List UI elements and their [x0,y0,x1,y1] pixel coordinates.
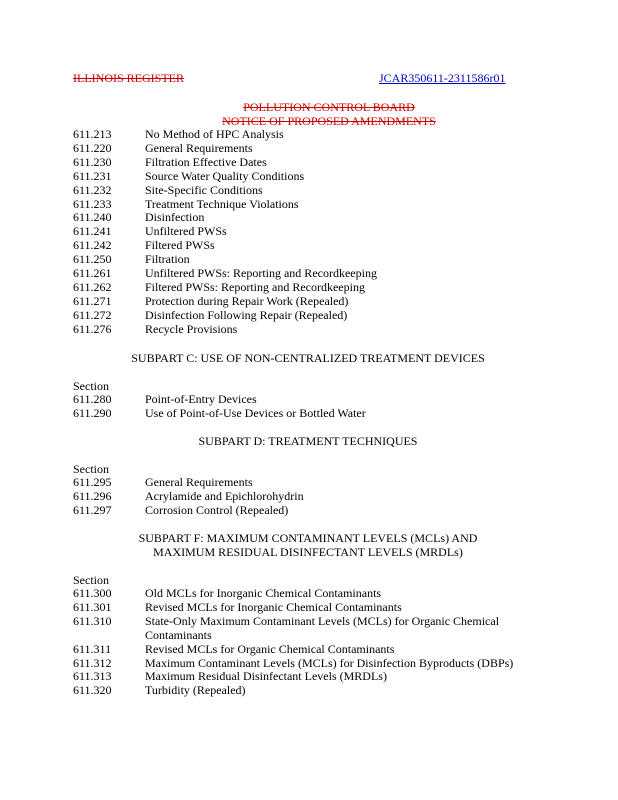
list-item [73,184,543,198]
section-title: Use of Point-of-Use Devices or Bottled Water [145,405,366,420]
section-title: Disinfection Following Repair (Repealed) [145,307,348,322]
section-title: Filtration Effective Dates [145,154,267,169]
list-item [73,309,543,323]
section-list-subpart-d [73,476,543,518]
register-code-link[interactable]: JCAR350611-2311586r01 [379,71,506,85]
section-title: Turbidity (Repealed) [145,683,246,698]
section-title: Revised MCLs for Organic Chemical Contaminants [145,641,395,656]
section-number: 611.250 [73,252,112,267]
section-number: 611.232 [73,182,112,197]
section-title: Source Water Quality Conditions [145,168,305,183]
section-title: State-Only Maximum Contaminant Levels (MCLs) for Organic Chemical Contaminants [145,613,500,642]
section-title: No Method of HPC Analysis [145,127,284,141]
section-number: 611.230 [73,154,112,169]
section-title: Maximum Residual Disinfectant Levels (MRDLs) [145,669,387,684]
subpart-c-heading: SUBPART C: USE OF NON-CENTRALIZED TREATMENT DEVICES [131,351,485,365]
section-number: 611.261 [73,266,112,281]
list-item [73,281,543,295]
section-title: Treatment Technique Violations [145,196,299,211]
list-item [73,211,543,225]
section-number: 611.262 [73,279,112,294]
list-item [73,490,543,504]
section-number: 611.290 [73,405,112,420]
subpart-f-heading-line1: SUBPART F: MAXIMUM CONTAMINANT LEVELS (MCLs) AND [138,531,478,545]
section-number: 611.272 [73,307,112,322]
list-item [73,198,543,212]
section-title: Old MCLs for Inorganic Chemical Contaminants [145,586,382,600]
section-number: 611.295 [73,475,112,489]
notice-title: NOTICE OF PROPOSED AMENDMENTS [222,114,436,128]
list-item [73,684,543,698]
list-item [73,407,543,421]
section-title: Protection during Repair Work (Repealed) [145,293,349,308]
list-item [73,239,543,253]
list-item [73,670,543,684]
list-item [73,476,543,490]
list-item [73,643,543,657]
section-number: 611.296 [73,488,112,503]
section-number: 611.241 [73,224,112,239]
list-item [73,128,543,142]
section-number: 611.312 [73,655,112,670]
section-number: 611.233 [73,196,112,211]
list-item [73,156,543,170]
section-list-subpart-b [73,128,543,337]
list-item [73,170,543,184]
section-label: Section [73,462,109,476]
section-title: Unfiltered PWSs [145,224,227,239]
section-title: Filtered PWSs: Reporting and Recordkeeping [145,279,365,294]
section-title: Revised MCLs for Inorganic Chemical Contaminants [145,599,402,614]
section-title: General Requirements [145,140,253,155]
list-item [73,615,543,643]
section-title: Site-Specific Conditions [145,182,263,197]
section-number: 611.320 [73,683,112,698]
section-title: Point-of-Entry Devices [145,392,257,406]
board-title: POLLUTION CONTROL BOARD [243,100,415,114]
section-title: Corrosion Control (Repealed) [145,502,289,517]
section-number: 611.301 [73,599,112,614]
section-title: Disinfection [145,210,205,225]
section-number: 611.240 [73,210,112,225]
list-item [73,225,543,239]
section-number: 611.280 [73,392,112,406]
section-number: 611.297 [73,502,112,517]
section-list-subpart-f [73,587,543,698]
section-number: 611.271 [73,293,112,308]
list-item [73,253,543,267]
section-title: General Requirements [145,475,253,489]
section-number: 611.300 [73,586,112,600]
subpart-f-heading-line2: MAXIMUM RESIDUAL DISINFECTANT LEVELS (MRDLs) [153,545,463,559]
list-item [73,267,543,281]
list-item [73,657,543,671]
section-number: 611.231 [73,168,112,183]
section-number: 611.276 [73,321,112,336]
section-list-subpart-c [73,393,543,421]
section-number: 611.310 [73,613,112,628]
section-label: Section [73,573,109,587]
section-number: 611.242 [73,238,112,253]
subpart-d-heading: SUBPART D: TREATMENT TECHNIQUES [198,434,418,448]
list-item [73,587,543,601]
section-title: Maximum Contaminant Levels (MCLs) for Disinfection Byproducts (DBPs) [145,655,514,670]
register-header: ILLINOIS REGISTER [73,71,184,85]
section-number: 611.311 [73,641,112,656]
list-item [73,504,543,518]
section-title: Filtered PWSs [145,238,215,253]
section-number: 611.213 [73,127,112,141]
list-item [73,393,543,407]
section-title: Acrylamide and Epichlorohydrin [145,488,304,503]
list-item [73,601,543,615]
section-title: Filtration [145,252,190,267]
section-title: Recycle Provisions [145,321,238,336]
list-item [73,323,543,337]
section-title: Unfiltered PWSs: Reporting and Recordkeeping [145,266,377,281]
section-number: 611.313 [73,669,112,684]
section-number: 611.220 [73,140,112,155]
list-item [73,295,543,309]
section-label: Section [73,379,109,393]
list-item [73,142,543,156]
